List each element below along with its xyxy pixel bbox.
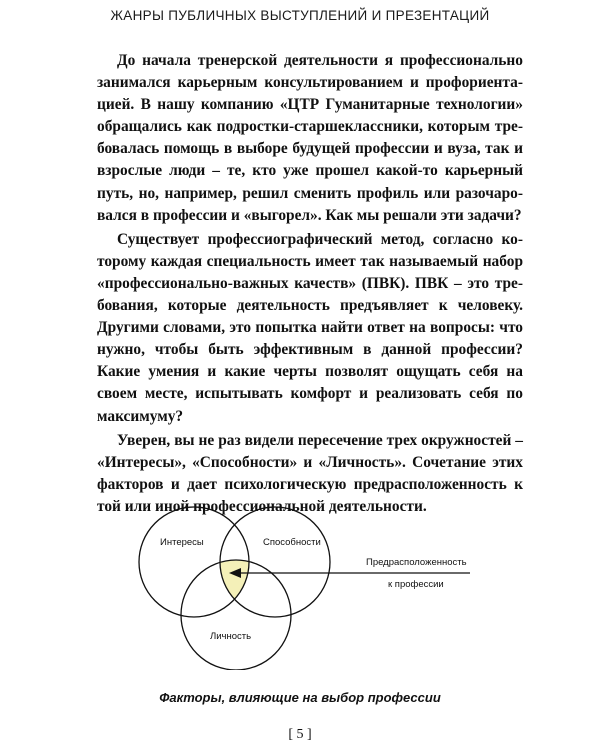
venn-diagram	[120, 505, 500, 670]
label-interests: Интересы	[160, 537, 204, 548]
running-head: ЖАНРЫ ПУБЛИЧНЫХ ВЫСТУПЛЕНИЙ И ПРЕЗЕНТАЦИЙ	[110, 8, 490, 23]
body-text	[97, 50, 523, 520]
page-number: [ 5 ]	[288, 727, 312, 742]
paragraph-1: До начала тренерской деятельности я профессионально занимался карьерным консультированием и профориентацией. В нашу компанию «ЦТР Гуманитарные технологии» обращались как подростки-старшеклассники, которым требовалась помощь в выборе будущей профессии и вуза, так и взрослые люди – те, кто уже прошел какой-то карьерный путь, но, например, решил сменить профиль или разочаровался в профессии и «выгорел». Как мы решали эти задачи?	[97, 52, 523, 224]
label-abilities: Способности	[263, 537, 321, 548]
paragraph-3: Уверен, вы не раз видели пересечение трех окружностей – «Интересы», «Способности» и «Личность». Сочетание этих факторов и дает психологическую предрасположенность к той или иной профессиональной деятельности.	[97, 431, 523, 515]
paragraph-2: Существует профессиографический метод, согласно которому каждая специальность имеет так называемый набор «профессионально-важных качеств» (ПВК). ПВК – это требования, которые деятельность предъявляет к человеку. Другими словами, это попытка найти ответ на вопросы: что нужно, чтобы быть эффективным в данной профессии? Какие умения и какие черты позволят ощущать себя на своем месте, испытывать комфорт и реализовать себя по максимуму?	[97, 230, 523, 425]
figure-caption: Факторы, влияющие на выбор профессии	[159, 690, 441, 705]
arrow-label-line1: Предрасположенность	[366, 557, 467, 568]
label-personality: Личность	[210, 631, 252, 642]
arrow-label-line2: к профессии	[388, 579, 444, 590]
